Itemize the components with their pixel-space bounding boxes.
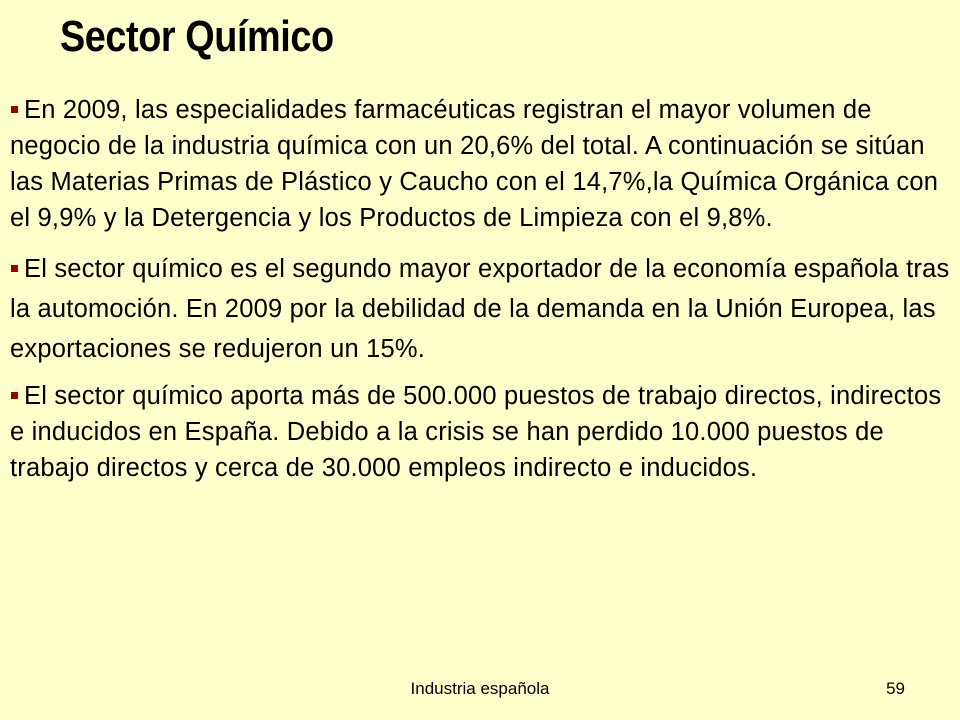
square-bullet-icon [11,265,18,272]
bullet-paragraph [10,378,950,486]
square-bullet-icon [11,106,18,113]
slide-title: Sector Químico [60,12,334,61]
square-bullet-icon [11,392,18,399]
footer-title: Industria española [410,679,550,698]
paragraph-text: El sector químico es el segundo mayor exportador de la economía española tras la automoción. En 2009 por la debilidad de la demanda en la Unión Europea, las exportaciones se redujeron un 15%. [10,255,950,363]
bullet-paragraph [10,249,950,369]
bullet-paragraph [10,92,950,236]
paragraph-text: El sector químico aporta más de 500.000 puestos de trabajo directos, indirectos e inducidos en España. Debido a la crisis se han perdido 10.000 puestos de trabajo directos y cerca de 30.000 empleos indirecto e inducidos. [10,382,942,482]
slide-body [10,92,950,486]
paragraph-text: En 2009, las especialidades farmacéuticas registran el mayor volumen de negocio de la industria química con un 20,6% del total. A continuación se sitúan las Materias Primas de Plástico y Caucho con el 14,7%,la Química Orgánica con el 9,9% y la Detergencia y los Productos de Limpieza con el 9,8%. [10,96,939,232]
page-number: 59 [886,679,905,698]
